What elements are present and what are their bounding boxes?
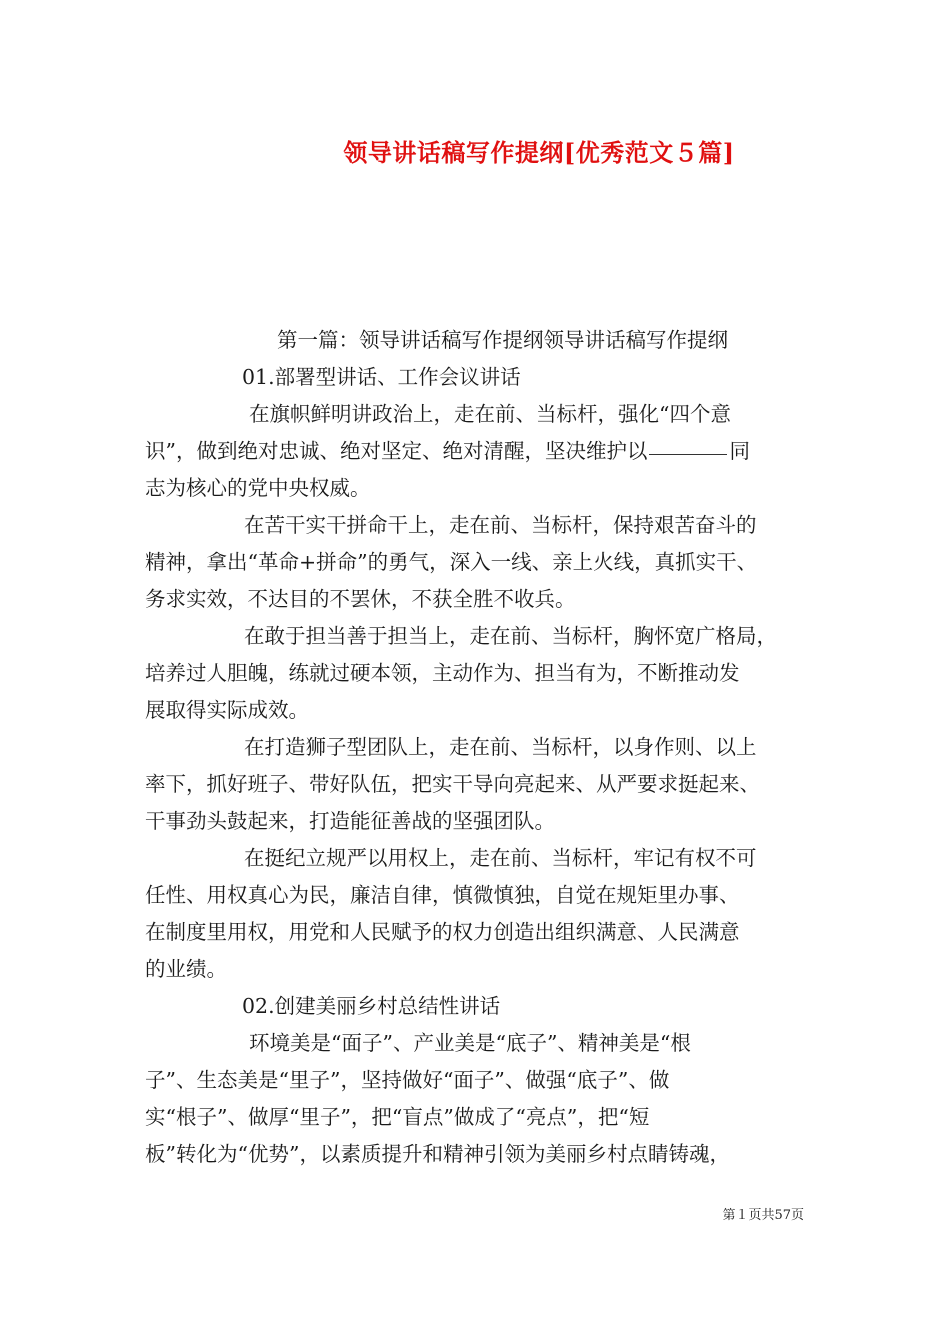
paragraph-line: 在制度里用权，用党和人民赋予的权力创造出组织满意、人民满意 (145, 920, 740, 944)
paragraph-line: 干事劲头鼓起来，打造能征善战的坚强团队。 (145, 809, 555, 833)
paragraph-line: 率下，抓好班子、带好队伍，把实干导向亮起来、从严要求挺起来、 (145, 772, 760, 796)
paragraph-line: 精神，拿出“革命+拼命”的勇气，深入一线、亲上火线，真抓实干、 (145, 550, 758, 574)
paragraph-line: 务求实效，不达目的不罢休，不获全胜不收兵。 (145, 587, 576, 611)
paragraph-text: 同 (729, 439, 750, 463)
document-title: 领导讲话稿写作提纲[优秀范文５篇] (343, 138, 735, 167)
article-subtitle: 第一篇：领导讲话稿写作提纲领导讲话稿写作提纲 (277, 328, 728, 352)
paragraph-line: 子”、生态美是“里子”，坚持做好“面子”、做强“底子”、做 (145, 1068, 670, 1092)
fill-in-blank (649, 453, 727, 455)
page-number-footer: 第１页共57页 (722, 1208, 804, 1223)
paragraph-line: 在敢于担当善于担当上，走在前、当标杆，胸怀宽广格局， (244, 624, 777, 648)
paragraph-line: 环境美是“面子”、产业美是“底子”、精神美是“根 (249, 1031, 691, 1055)
paragraph-line: 任性、用权真心为民，廉洁自律，慎微慎独，自觉在规矩里办事、 (145, 883, 740, 907)
paragraph-line: 培养过人胆魄，练就过硬本领，主动作为、担当有为，不断推动发 (145, 661, 740, 685)
paragraph-line: 的业绩。 (145, 957, 227, 981)
paragraph-line: 志为核心的党中央权威。 (145, 476, 371, 500)
document-body (145, 322, 825, 1173)
paragraph-line: 在旗帜鲜明讲政治上，走在前、当标杆，强化“四个意 (249, 402, 731, 426)
section-heading-01: 01.部署型讲话、工作会议讲话 (242, 365, 521, 389)
paragraph-line: 实“根子”、做厚“里子”，把“盲点”做成了“亮点”，把“短 (145, 1105, 650, 1129)
paragraph-line: 在挺纪立规严以用权上，走在前、当标杆，牢记有权不可 (244, 846, 757, 870)
paragraph-line (145, 433, 825, 470)
paragraph-line: 在打造狮子型团队上，走在前、当标杆，以身作则、以上 (244, 735, 757, 759)
paragraph-text: 识”，做到绝对忠诚、绝对坚定、绝对清醒，坚决维护以 (145, 439, 648, 463)
paragraph-line: 在苦干实干拼命干上，走在前、当标杆，保持艰苦奋斗的 (244, 513, 757, 537)
paragraph-line: 板”转化为“优势”，以素质提升和精神引领为美丽乡村点睛铸魂， (145, 1142, 730, 1166)
paragraph-line: 展取得实际成效。 (145, 698, 309, 722)
section-heading-02: 02.创建美丽乡村总结性讲话 (242, 994, 501, 1018)
